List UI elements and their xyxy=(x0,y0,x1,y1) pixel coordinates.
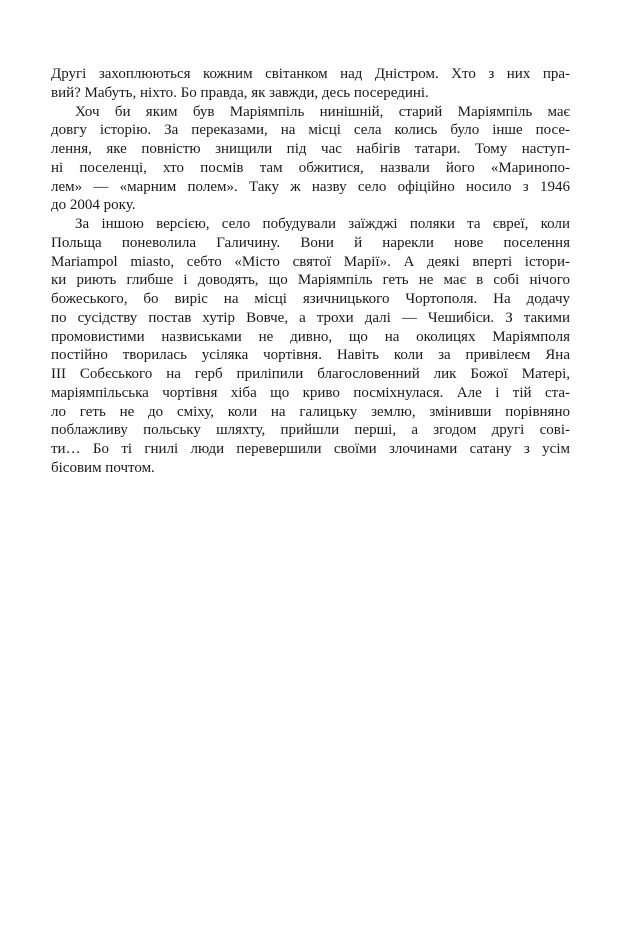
text-line: промовистими назвиськами не дивно, що на околицях Маріямполя xyxy=(51,328,570,345)
paragraph xyxy=(51,215,570,478)
text-line: Польща поневолила Галичину. Вони й нарекли нове поселення xyxy=(51,234,570,251)
text-line: постійно творилась усіляка чортівня. Навіть коли за привілеєм Яна xyxy=(51,347,570,364)
text-line: ло геть не до сміху, коли на галицьку землю, змінивши порівняно xyxy=(51,403,570,420)
text-line: лення, яке повністю знищили під час набігів татари. Тому наступ- xyxy=(51,141,570,157)
text-line: ти… Бо ті гнилі люди перевершили своїми злочинами сатану з усім xyxy=(51,441,570,457)
text-line: Хоч би яким був Маріямпіль нинішній, старий Маріямпіль має xyxy=(75,103,570,120)
text-line: довгу історію. За переказами, на місці села колись було інше посе- xyxy=(51,122,570,139)
text-line: ки риють глибше і доводять, що Маріямпіль геть не має в собі нічого xyxy=(51,272,570,289)
text-line: по сусідству постав хутір Вовче, а трохи далі — Чешибіси. З такими xyxy=(51,309,570,326)
text-line: маріямпільська чортівня хіба що криво посміхнулася. Але і тій ста- xyxy=(51,384,570,401)
text-line: Mariampol miasto, себто «Місто святої Марії». А деякі вперті істори- xyxy=(51,253,570,270)
text-line: поблажливу польську шляхту, прийшли перші, а згодом другі сові- xyxy=(51,422,570,439)
text-line: до 2004 року. xyxy=(51,197,136,214)
text-line: III Собєського на герб приліпили благословенний лик Божої Матері, xyxy=(51,366,570,382)
text-line: лем» — «марним полем». Таку ж назву село офіційно носило з 1946 xyxy=(51,178,570,195)
text-line: вий? Мабуть, ніхто. Бо правда, як завжди, десь посередині. xyxy=(51,84,429,101)
paragraph xyxy=(51,65,570,103)
page-body-text xyxy=(51,65,570,478)
paragraph xyxy=(51,103,570,216)
text-line: Другі захоплюються кожним світанком над Дністром. Хто з них пра- xyxy=(51,66,570,82)
text-line: бісовим почтом. xyxy=(51,459,155,476)
text-line: божеського, бо виріс на місці язичницького Чортополя. На додачу xyxy=(51,291,570,307)
text-line: ні поселенці, хто посмів там обжитися, назвали його «Маринопо- xyxy=(51,159,570,176)
text-line: За іншою версією, село побудували заїжджі поляки та євреї, коли xyxy=(75,216,570,232)
